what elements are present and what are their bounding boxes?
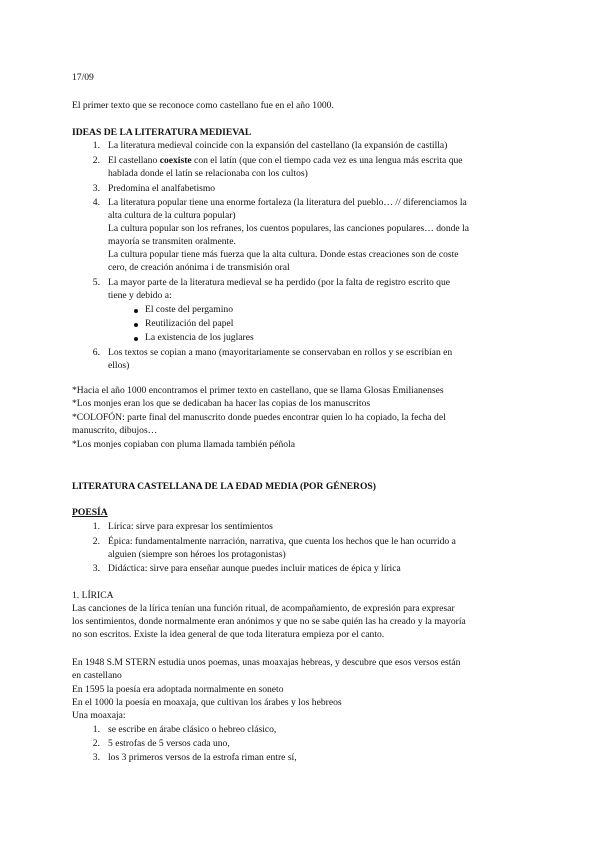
list-item-text: Predomina el analfabetismo <box>108 183 216 194</box>
list-item-text: La cultura popular tiene más fuerza que la alta cultura. Donde estas creaciones son de coste <box>108 249 459 260</box>
list-number: 2. <box>92 738 100 749</box>
paragraph-line: En 1595 la poesía era adoptada normalmente en soneto <box>72 684 284 695</box>
bullet-icon <box>134 337 138 341</box>
note-line: manuscrito, dibujos… <box>72 425 158 436</box>
list-item-text: 5 estrofas de 5 versos cada uno, <box>108 738 230 749</box>
section-heading-ideas: IDEAS DE LA LITERATURA MEDIEVAL <box>72 127 252 138</box>
bold-term: coexiste <box>159 155 192 166</box>
list-item-text <box>108 155 463 167</box>
list-item-text: Lírica: sirve para expresar los sentimientos <box>108 521 273 532</box>
list-number: 6. <box>92 347 100 358</box>
list-number: 3. <box>92 752 100 763</box>
note-line: *Los monjes copiaban con pluma llamada también péñola <box>72 439 295 450</box>
text-segment: con el latín (que con el tiempo cada vez es una lengua más escrita que <box>191 155 463 166</box>
text-segment: El castellano <box>108 155 160 166</box>
bullet-item: Reutilización del papel <box>145 318 234 329</box>
list-number: 3. <box>92 563 100 574</box>
intro-text: El primer texto que se reconoce como castellano fue en el año 1000. <box>72 100 334 111</box>
list-number: 1. <box>92 724 100 735</box>
list-number: 4. <box>92 197 100 208</box>
list-number: 3. <box>92 183 100 194</box>
list-number: 1. <box>92 140 100 151</box>
list-item-text: hablada donde el latín se relacionaba con los cultos) <box>108 168 308 179</box>
subheading-poesia: POESÍA <box>72 507 108 518</box>
list-number: 2. <box>92 536 100 547</box>
paragraph-line: En el 1000 la poesía en moaxaja, que cultivan los árabes y los hebreos <box>72 697 342 708</box>
note-line: *Los monjes eran los que se dedicaban ha hacer las copias de los manuscritos <box>72 398 371 409</box>
bullet-item: El coste del pergamino <box>145 304 234 315</box>
list-item-text: tiene y debido a: <box>108 290 172 301</box>
list-item-text: alta cultura de la cultura popular) <box>108 210 236 221</box>
bullet-item: La existencia de los juglares <box>145 332 254 343</box>
paragraph-line: no son escritos. Existe la idea general de que toda literatura empieza por el canto. <box>72 629 385 640</box>
list-item-text: Didáctica: sirve para enseñar aunque puedes incluir matices de épica y lírica <box>108 563 401 574</box>
list-item-text: mayoría se transmiten oralmente. <box>108 236 236 247</box>
list-item-text: La literatura medieval coincide con la expansión del castellano (la expansión de castilla) <box>108 140 448 151</box>
list-item-text: La literatura popular tiene una enorme fortaleza (la literatura del pueblo… // diferenciamos la <box>108 197 467 208</box>
date: 17/09 <box>72 72 94 83</box>
list-item-text: Los textos se copian a mano (mayoritariamente se conservaban en rollos y se escribían en <box>108 347 453 358</box>
list-item-text: los 3 primeros versos de la estrofa riman entre sí, <box>108 752 297 763</box>
list-item-text: cero, de creación anónima i de transmisión oral <box>108 262 290 273</box>
list-item-text: se escribe en árabe clásico o hebreo clásico, <box>108 724 277 735</box>
list-item-text: La cultura popular son los refranes, los cuentos populares, las canciones populares… donde la <box>108 223 469 234</box>
paragraph-line: Una moaxaja: <box>72 710 126 721</box>
list-number: 5. <box>92 277 100 288</box>
list-item-text: La mayor parte de la literatura medieval se ha perdido (por la falta de registro escrito que <box>108 277 451 288</box>
note-line: *COLOFÓN: parte final del manuscrito donde puedes encontrar quien lo ha copiado, la fecha del <box>72 412 446 423</box>
paragraph-line: en castellano <box>72 670 122 681</box>
list-item-text: ellos) <box>108 360 130 371</box>
paragraph-line: En 1948 S.M STERN estudia unos poemas, unas moaxajas hebreas, y descubre que esos versos están <box>72 657 461 668</box>
list-number: 2. <box>92 155 100 166</box>
list-number: 1. <box>92 521 100 532</box>
list-item-text: Épica: fundamentalmente narración, narrativa, que cuenta los hechos que le han ocurrido a <box>108 536 456 547</box>
section-heading-literatura: LITERATURA CASTELLANA DE LA EDAD MEDIA (POR GÉNEROS) <box>72 481 376 492</box>
subsection-heading-lirica: 1. LÍRICA <box>72 590 114 601</box>
paragraph-line: Las canciones de la lírica tenían una función ritual, de acompañamiento, de expresión para expresar <box>72 603 455 614</box>
bullet-icon <box>134 323 138 327</box>
note-line: *Hacia el año 1000 encontramos el primer texto en castellano, que se llama Glosas Emilianenses <box>72 385 444 396</box>
list-item-text: alguien (siempre son héroes los protagonistas) <box>108 549 286 560</box>
bullet-icon <box>134 309 138 313</box>
paragraph-line: los sentimientos, donde normalmente eran anónimos y que no se sabe quién las ha creado y la mayoría <box>72 616 466 627</box>
